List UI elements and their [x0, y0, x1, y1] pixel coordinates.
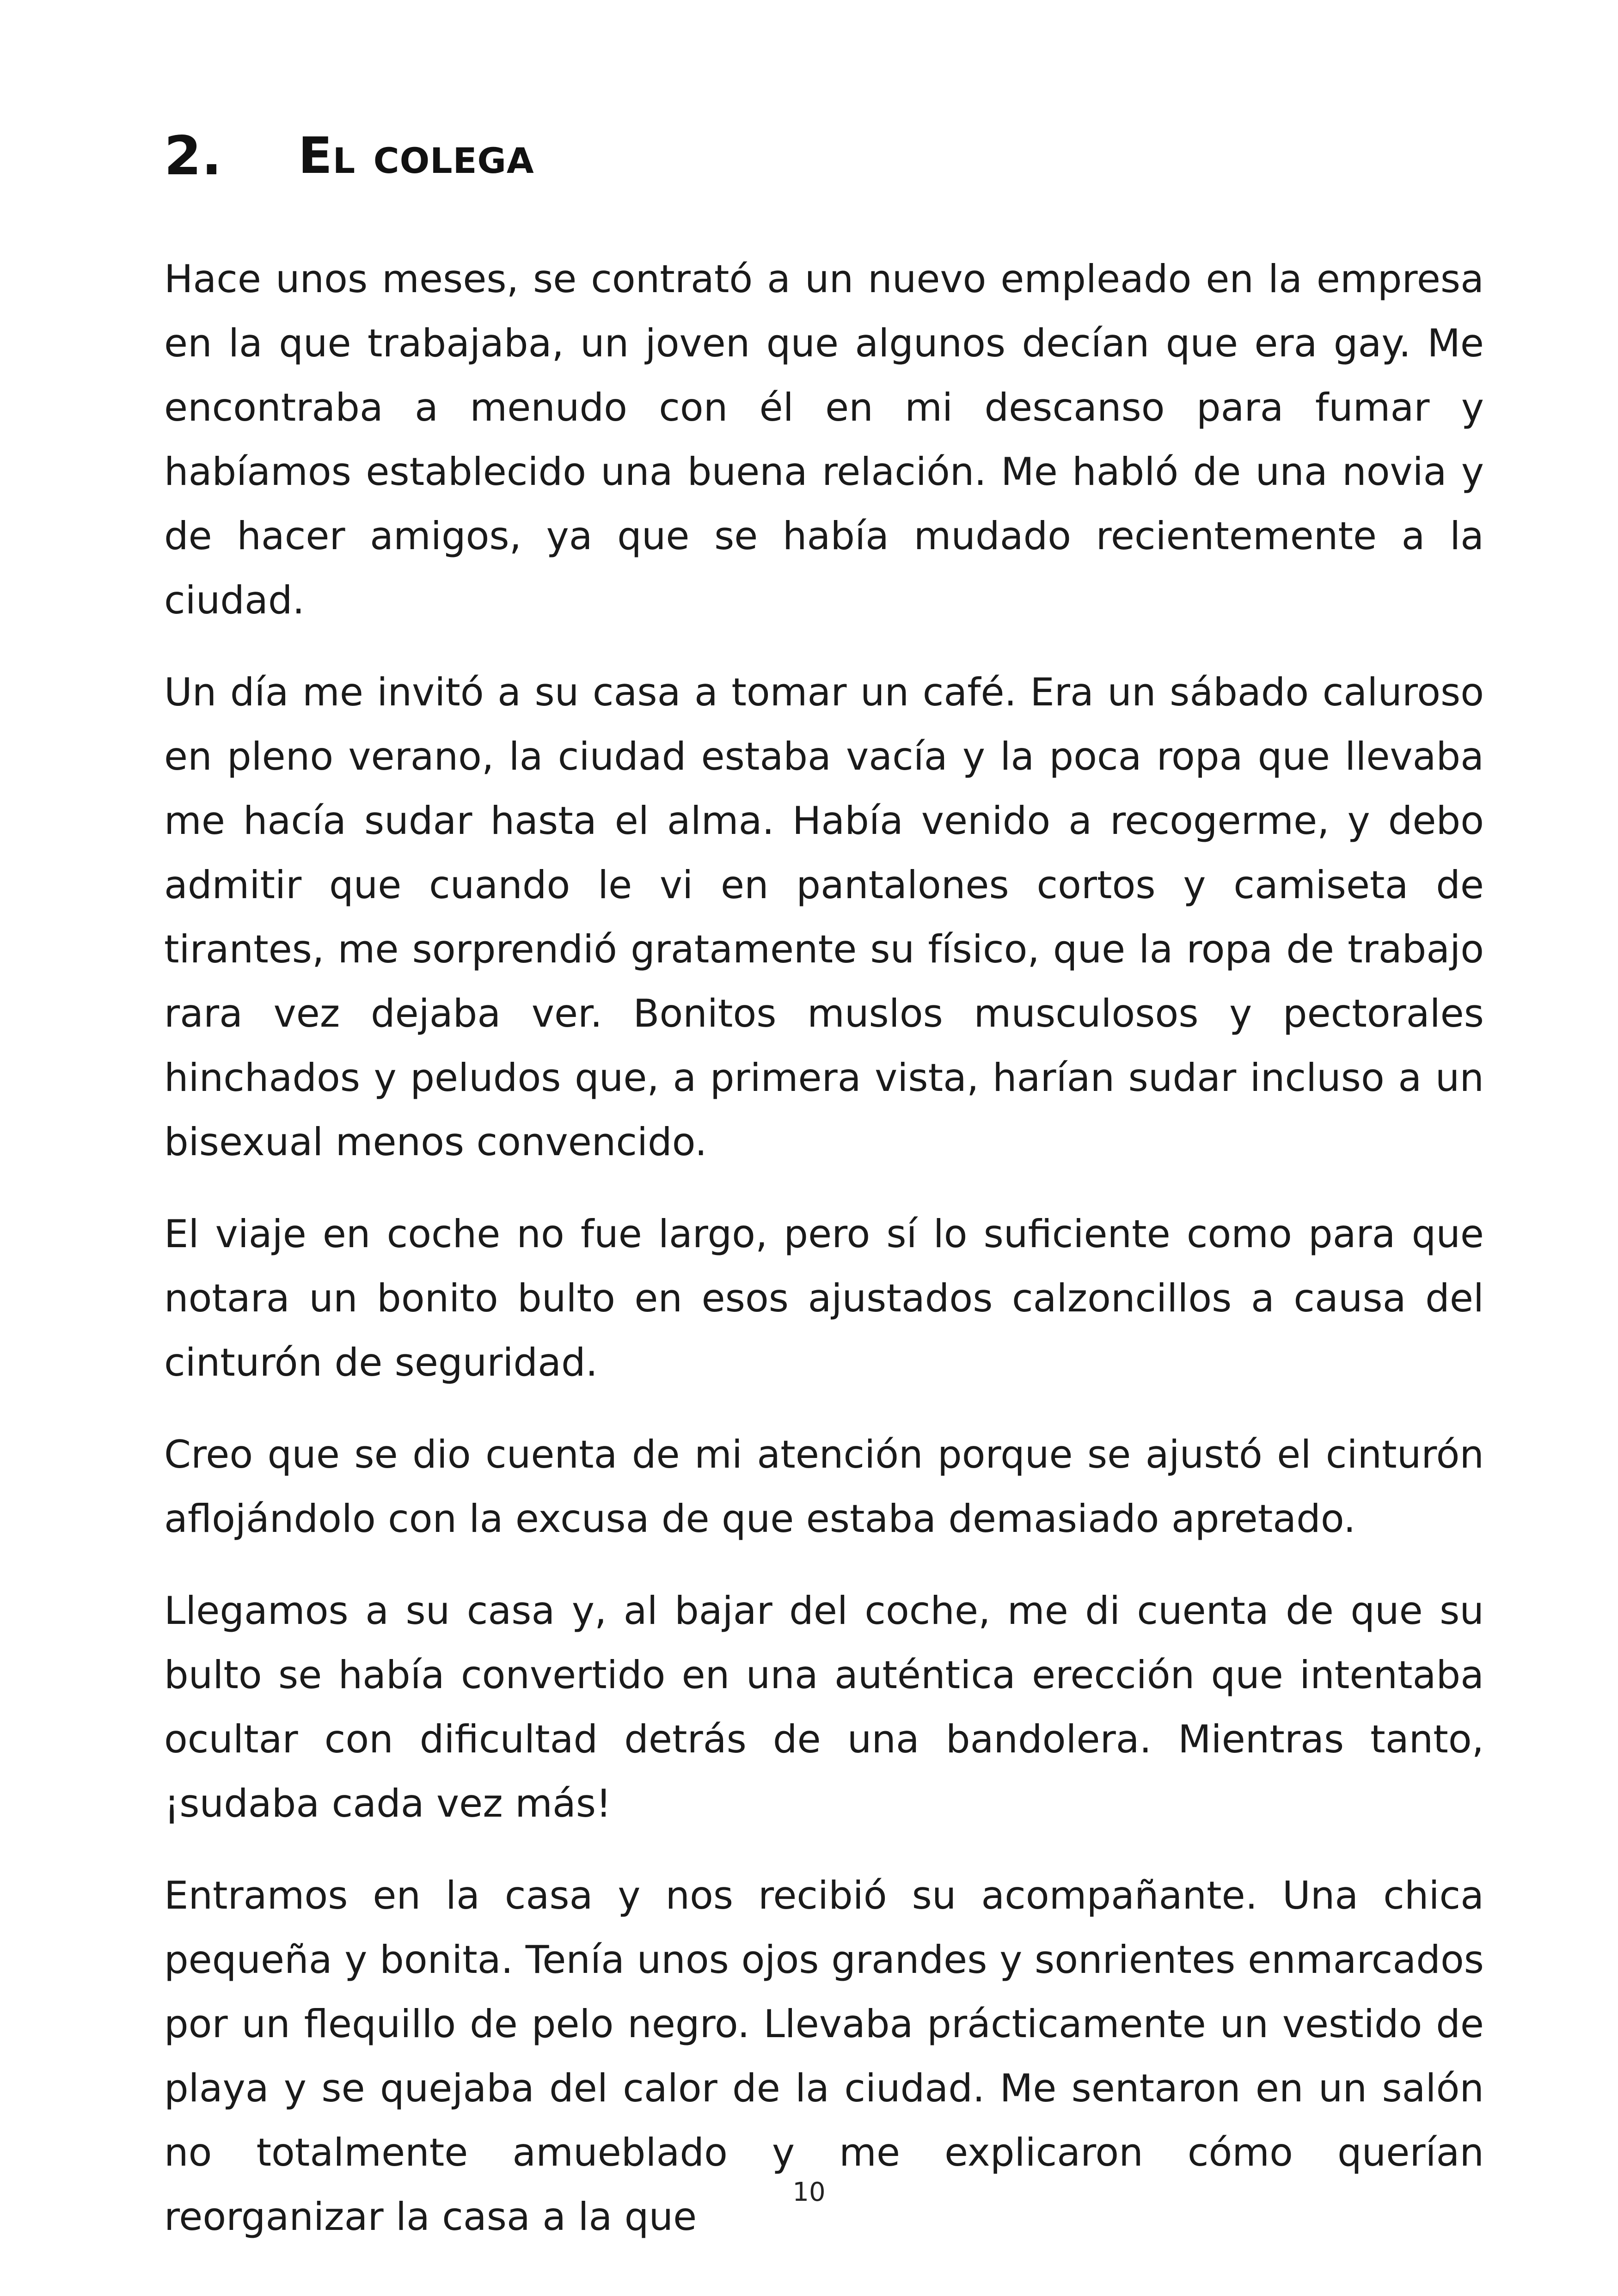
paragraph: Llegamos a su casa y, al bajar del coche, me di cuenta de que su bulto se había convertido en una auténtica erección que intentaba ocultar con dificultad detrás de una bandolera. Mientras tanto, ¡sudaba cada vez más!	[164, 1588, 1484, 1826]
chapter-heading	[164, 121, 534, 190]
chapter-number: 2.	[164, 124, 222, 187]
paragraph: Creo que se dio cuenta de mi atención porque se ajustó el cinturón aflojándolo con la excusa de que estaba demasiado apretado.	[164, 1432, 1484, 1541]
paragraph: El viaje en coche no fue largo, pero sí lo suficiente como para que notara un bonito bulto en esos ajustados calzoncillos a causa del cinturón de seguridad.	[164, 1212, 1484, 1385]
paragraph: Un día me invitó a su casa a tomar un café. Era un sábado caluroso en pleno verano, la ciudad estaba vacía y la poca ropa que llevaba me hacía sudar hasta el alma. Había venido a recogerme, y debo admitir que cuando le vi en pantalones cortos y camiseta de tirantes, me sorprendió gratamente su físico, que la ropa de trabajo rara vez dejaba ver. Bonitos muslos musculosos y pectorales hinchados y peludos que, a primera vista, harían sudar incluso a un bisexual menos convencido.	[164, 670, 1484, 1164]
chapter-title: El colega	[298, 127, 534, 185]
paragraph: Hace unos meses, se contrató a un nuevo empleado en la empresa en la que trabajaba, un joven que algunos decían que era gay. Me encontraba a menudo con él en mi descanso para fumar y habíamos establecido una buena relación. Me habló de una novia y de hacer amigos, ya que se había mudado recientemente a la ciudad.	[164, 257, 1484, 623]
page-number: 10	[792, 2177, 826, 2207]
paragraph: Entramos en la casa y nos recibió su acompañante. Una chica pequeña y bonita. Tenía unos ojos grandes y sonrientes enmarcados por un flequillo de pelo negro. Llevaba prácticamente un vestido de playa y se quejaba del calor de la ciudad. Me sentaron en un salón no totalmente amueblado y me explicaron cómo querían reorganizar la casa a la que	[164, 1873, 1484, 2239]
body-text	[164, 247, 1484, 2277]
